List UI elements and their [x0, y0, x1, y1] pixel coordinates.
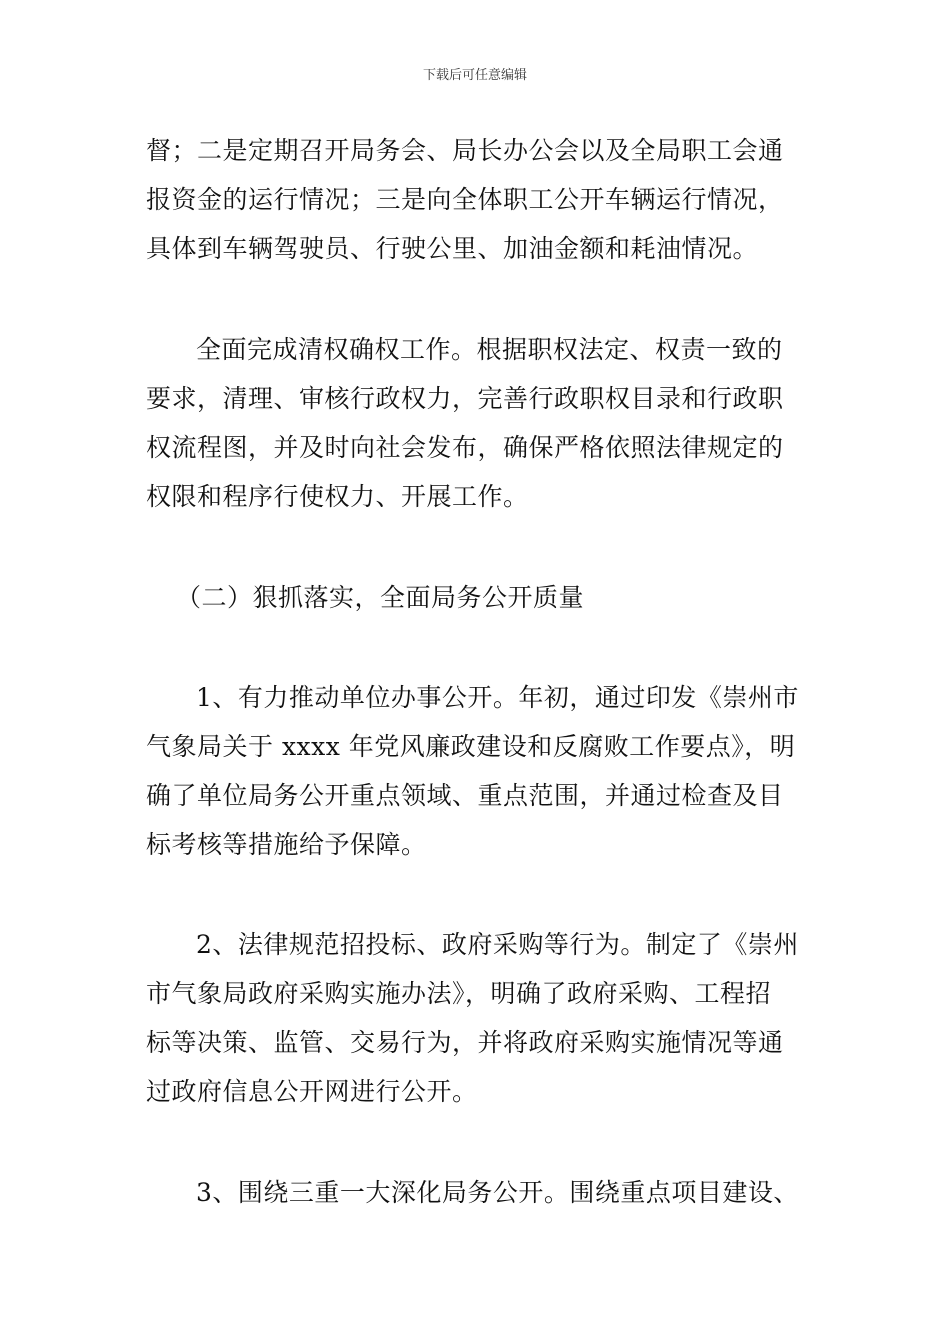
text-line: 报资金的运行情况；三是向全体职工公开车辆运行情况， — [146, 185, 784, 214]
text-line: 标等决策、监管、交易行为，并将政府采购实施情况等通 — [146, 1028, 784, 1057]
text-line: 过政府信息公开网进行公开。 — [146, 1077, 478, 1106]
text-line: 市气象局政府采购实施办法》，明确了政府采购、工程招 — [146, 979, 772, 1008]
text-line: （二）狠抓落实，全面局务公开质量 — [176, 583, 585, 612]
text-line: 具体到车辆驾驶员、行驶公里、加油金额和耗油情况。 — [146, 234, 759, 263]
text-line: 气象局关于 xxxx 年党风廉政建设和反腐败工作要点》，明 — [146, 732, 796, 761]
paragraph-item-1 — [146, 673, 812, 869]
text-line: 要求，清理、审核行政权力，完善行政职权目录和行政职 — [146, 384, 784, 413]
text-line: 全面完成清权确权工作。根据职权法定、权责一致的 — [196, 335, 783, 364]
paragraph-fund-vehicle-disclosure — [146, 126, 812, 273]
text-line: 权限和程序行使权力、开展工作。 — [146, 482, 529, 511]
text-line: 3、围绕三重一大深化局务公开。围绕重点项目建设、 — [196, 1178, 799, 1207]
section-heading — [146, 573, 812, 622]
text-line: 督；二是定期召开局务会、局长办公会以及全局职工会通 — [146, 136, 784, 165]
paragraph-power-clearance — [146, 325, 812, 521]
text-line: 2、法律规范招投标、政府采购等行为。制定了《崇州 — [196, 930, 799, 959]
text-line: 权流程图，并及时向社会发布，确保严格依照法律规定的 — [146, 433, 784, 462]
page-header: 下载后可任意编辑 — [422, 68, 527, 83]
paragraph-item-2 — [146, 920, 812, 1116]
paragraph-item-3 — [146, 1168, 812, 1217]
text-line: 标考核等措施给予保障。 — [146, 830, 427, 859]
text-line: 1、有力推动单位办事公开。年初，通过印发《崇州市 — [196, 683, 799, 712]
text-line: 确了单位局务公开重点领域、重点范围，并通过检查及目 — [146, 781, 784, 810]
